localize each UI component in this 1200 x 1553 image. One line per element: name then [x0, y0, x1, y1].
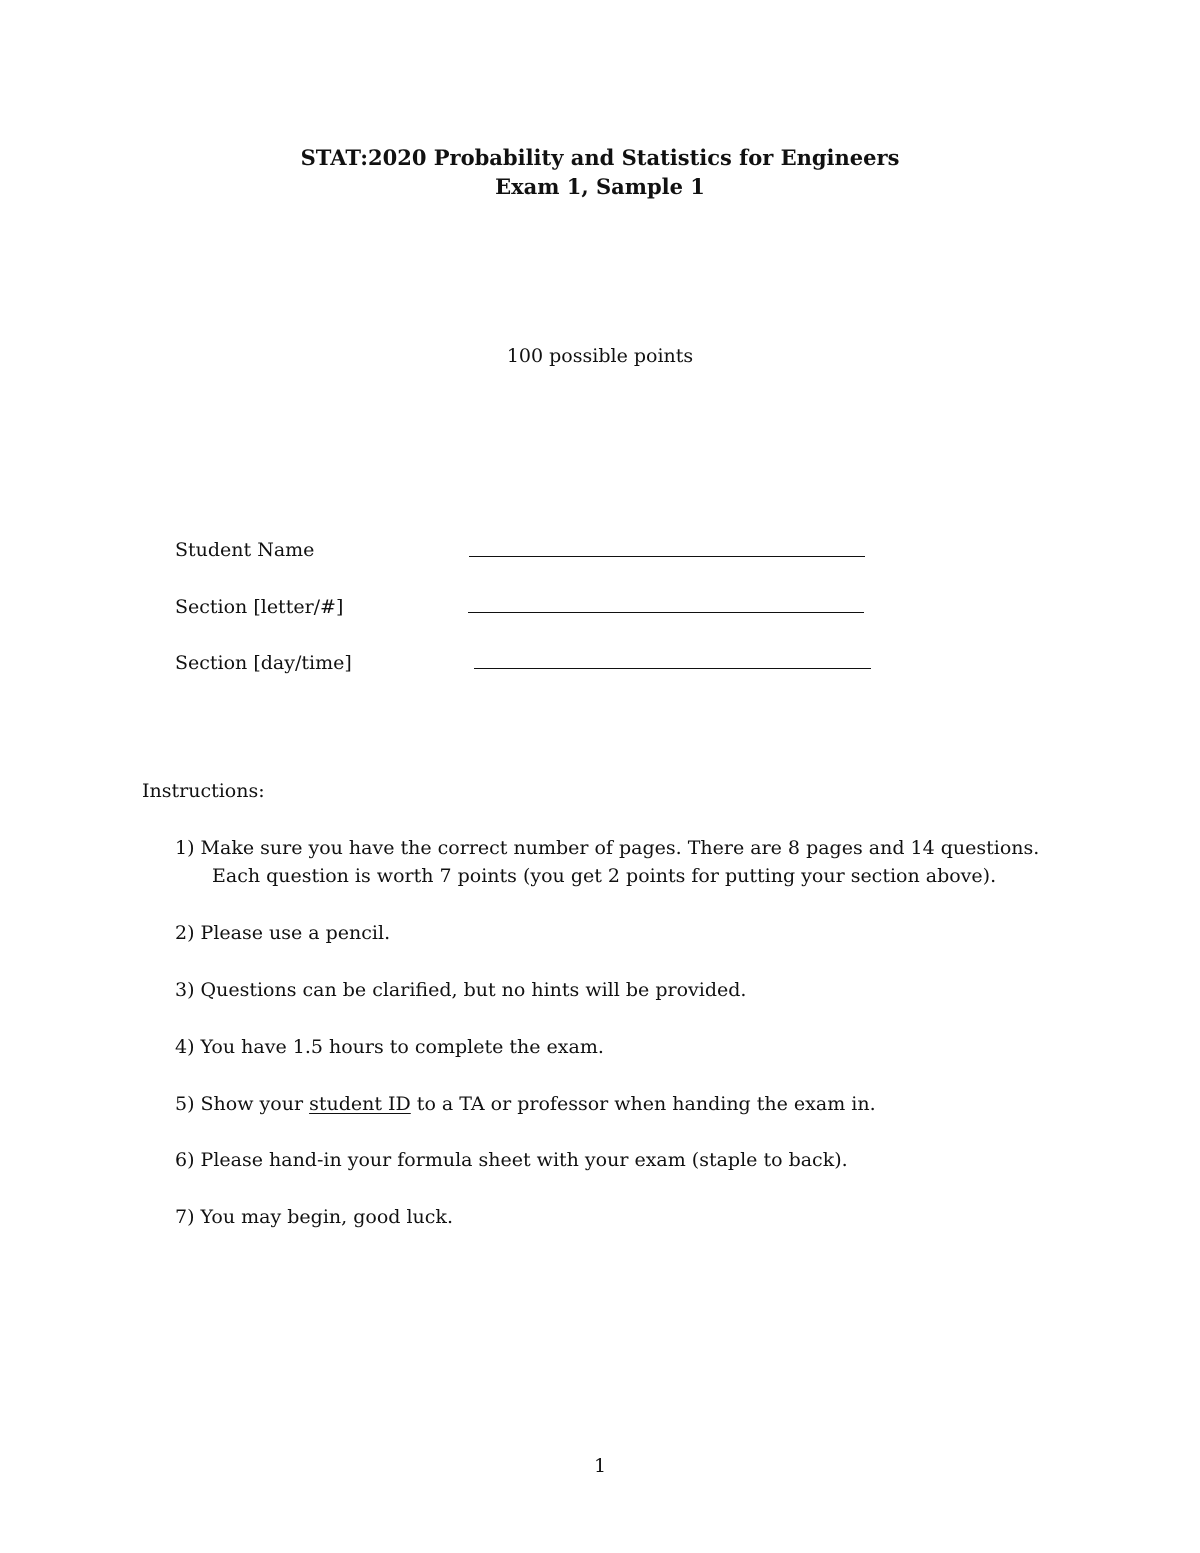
section-letter-label: Section [letter/#] — [175, 596, 344, 618]
instruction-item-continuation: Each question is worth 7 points (you get 2 points for putting your section above). — [212, 865, 997, 887]
exam-title: STAT:2020 Probability and Statistics for Engineers — [300, 145, 900, 170]
instruction-item: 2) Please use a pencil. — [175, 922, 391, 944]
instruction-prefix: 5) Show your — [175, 1093, 310, 1115]
student-id-emphasis: student ID — [309, 1093, 411, 1115]
section-daytime-label: Section [day/time] — [175, 652, 352, 674]
student-name-label: Student Name — [175, 539, 315, 561]
section-letter-line[interactable] — [468, 612, 864, 613]
instruction-item: 6) Please hand-in your formula sheet with your exam (staple to back). — [175, 1149, 848, 1171]
instruction-item: 7) You may begin, good luck. — [175, 1206, 453, 1228]
possible-points-note: 100 possible points — [506, 345, 694, 367]
instruction-item — [175, 1090, 876, 1118]
instruction-item: 3) Questions can be clarified, but no hints will be provided. — [175, 979, 747, 1001]
student-name-line[interactable] — [469, 556, 865, 557]
page-number: 1 — [593, 1455, 607, 1477]
instruction-item: 4) You have 1.5 hours to complete the exam. — [175, 1036, 604, 1058]
exam-subtitle: Exam 1, Sample 1 — [495, 174, 705, 199]
instruction-suffix: to a TA or professor when handing the exam in. — [410, 1093, 876, 1115]
instructions-heading: Instructions: — [142, 780, 265, 802]
section-daytime-line[interactable] — [474, 668, 871, 669]
instruction-item: 1) Make sure you have the correct number of pages. There are 8 pages and 14 questions. — [175, 837, 1040, 859]
